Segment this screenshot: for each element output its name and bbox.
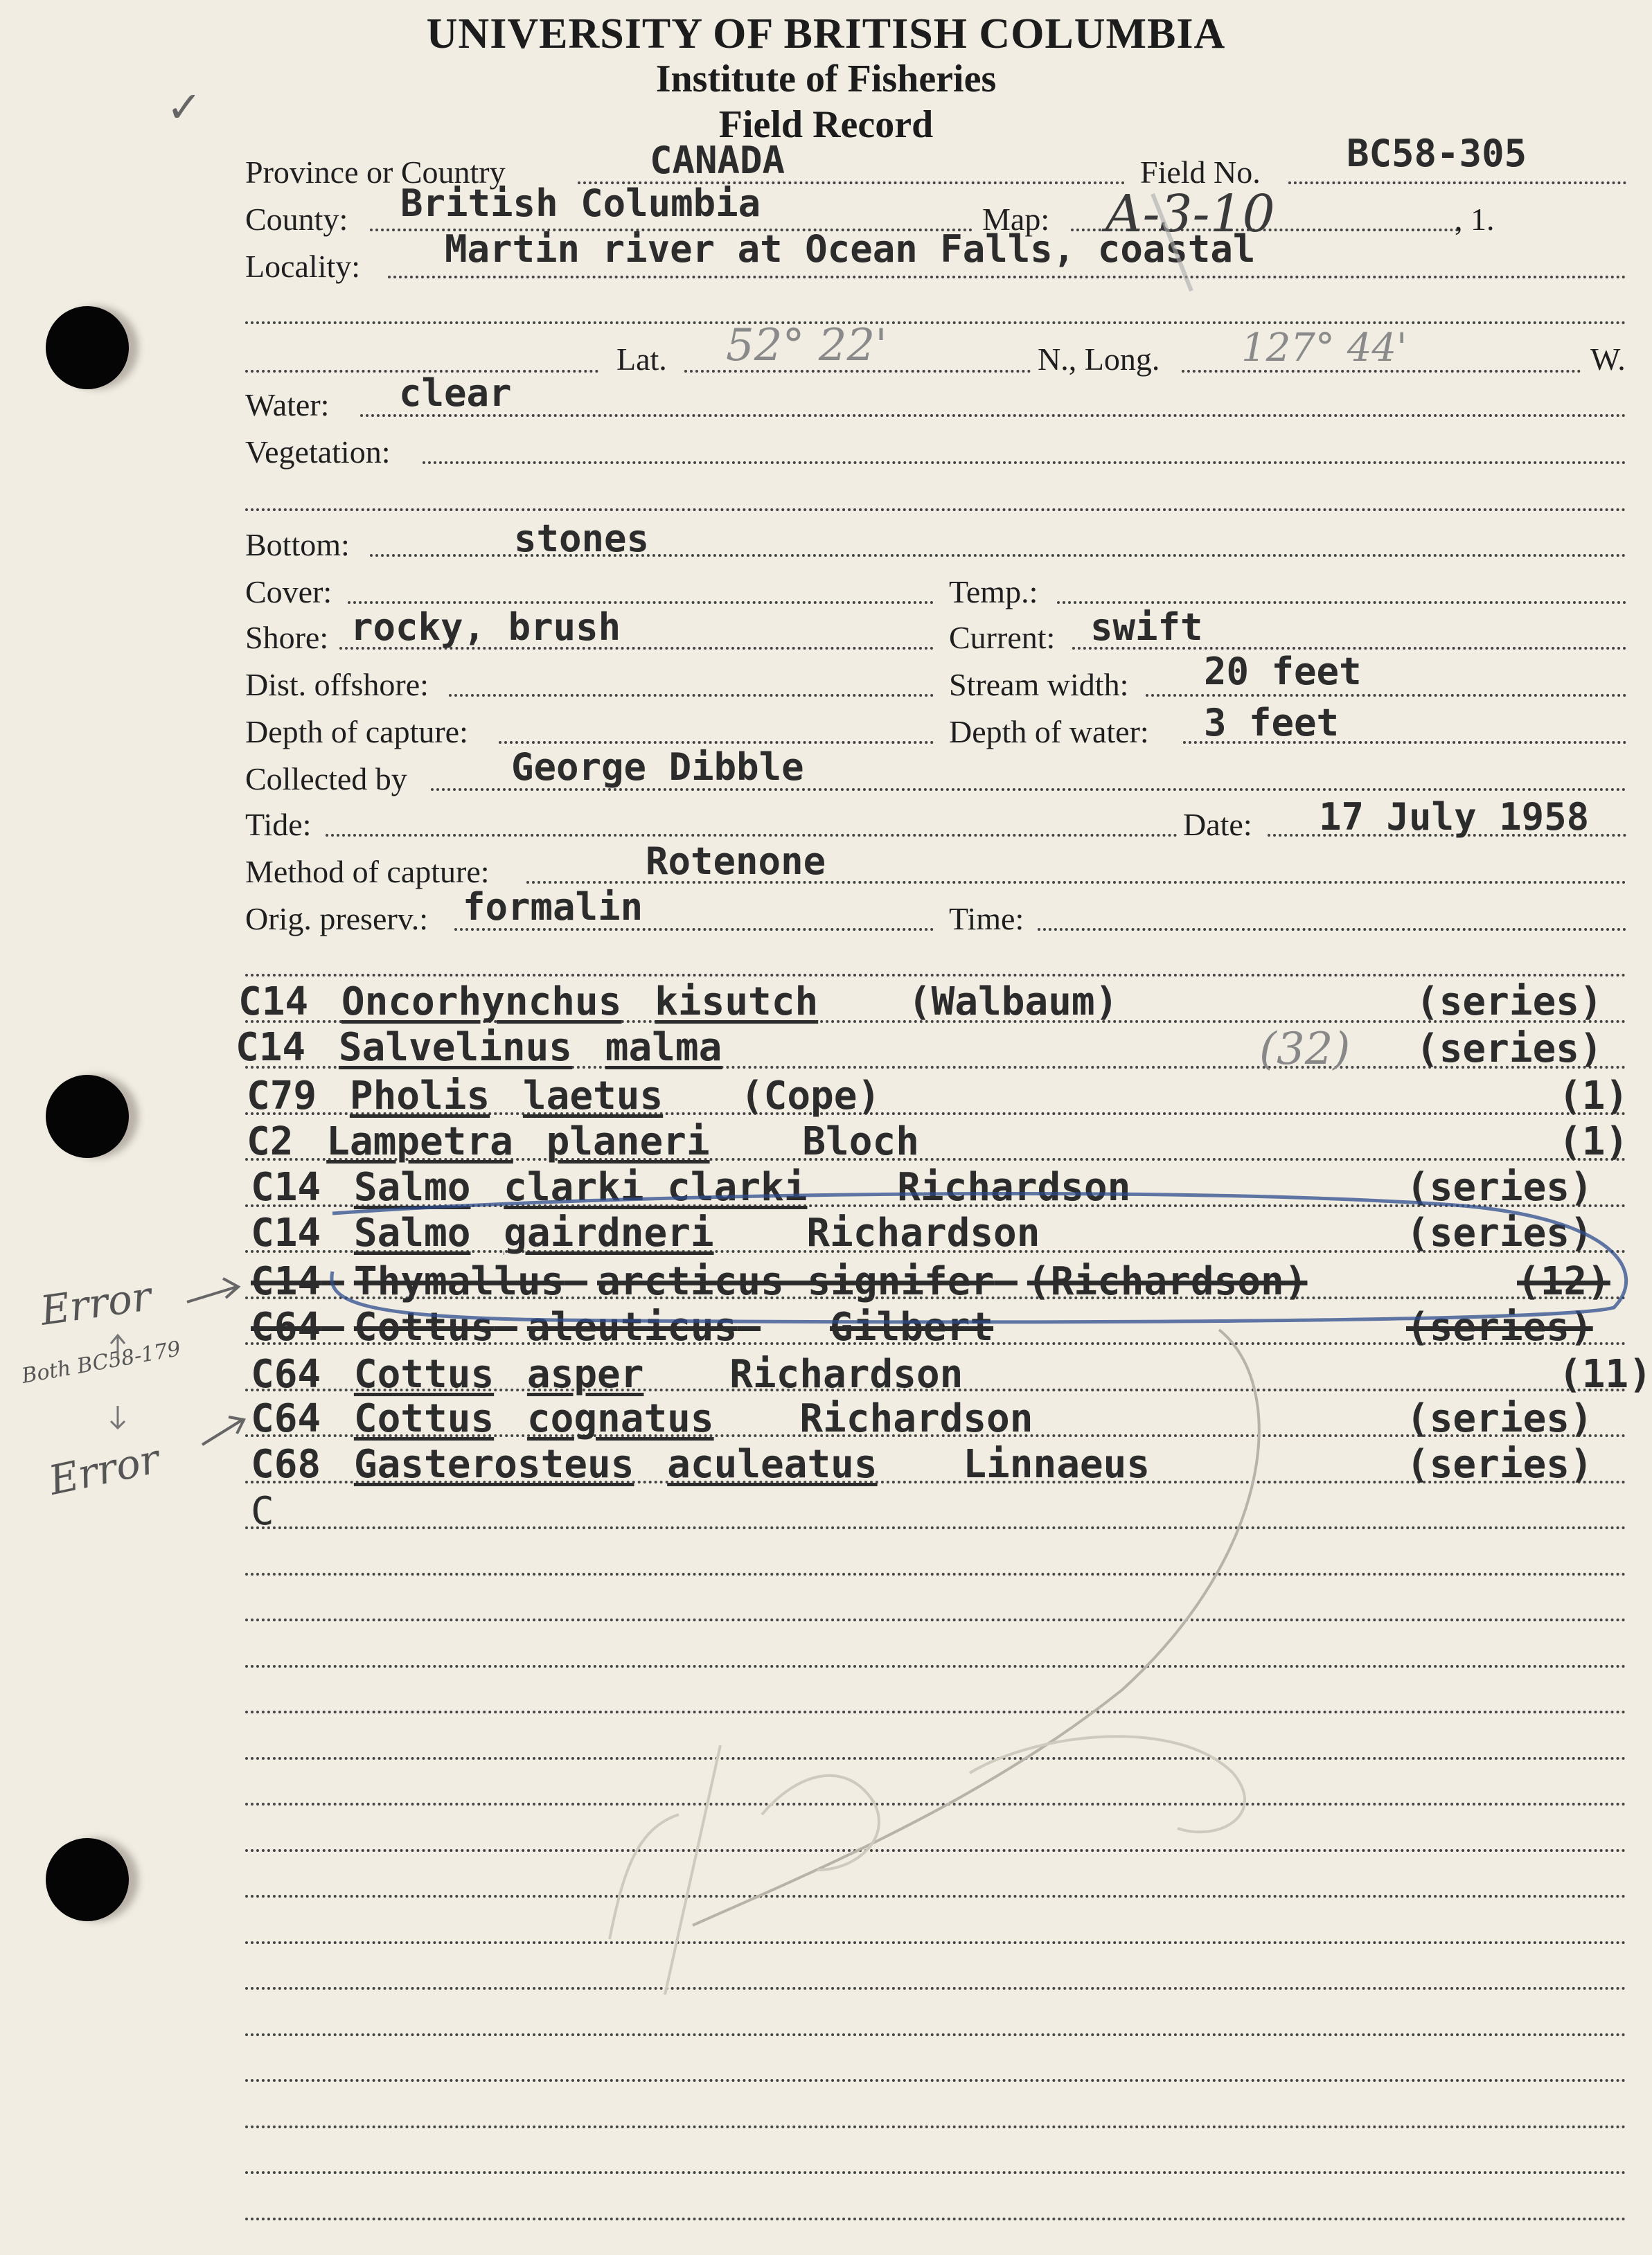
species-count: (series) [1416, 1026, 1603, 1071]
species-code: C14 [236, 1025, 306, 1070]
collected-by-value: George Dibble [511, 745, 804, 789]
species-genus: Cottus [353, 1396, 495, 1441]
arrow-top [187, 1278, 238, 1302]
lat-label: Lat. [616, 341, 667, 377]
species-genus: Thymallus [353, 1259, 565, 1304]
species-genus: Cottus [353, 1305, 495, 1350]
species-code: C14 [251, 1259, 321, 1304]
depth-water-value: 3 feet [1204, 701, 1340, 745]
error-note-bottom: Error [44, 1435, 163, 1504]
species-genus: Lampetra [326, 1119, 513, 1164]
species-author: Linnaeus [963, 1442, 1151, 1487]
temp-label: Temp.: [949, 574, 1038, 609]
date-label: Date: [1183, 807, 1252, 842]
species-author: Richardson [729, 1352, 963, 1397]
species-count: (1) [1558, 1119, 1629, 1164]
species-author: (Walbaum) [907, 979, 1119, 1024]
tide-label: Tide: [245, 807, 312, 842]
dist-offshore-label: Dist. offshore: [245, 667, 429, 702]
arrow-bottom [202, 1417, 244, 1445]
map-label: Map: [982, 202, 1050, 237]
species-author: Bloch [802, 1119, 919, 1164]
check-mark: ✓ [166, 82, 202, 132]
shore-value: rocky, brush [350, 605, 621, 649]
current-value: swift [1090, 605, 1203, 649]
species-genus: Cottus [353, 1352, 495, 1397]
species-code: C14 [238, 979, 309, 1024]
cover-label: Cover: [245, 574, 332, 609]
university-title: UNIVERSITY OF BRITISH COLUMBIA [426, 10, 1226, 57]
species-count: (1) [1558, 1073, 1629, 1118]
species-epithet: asper [526, 1352, 644, 1397]
species-code: C14 [251, 1165, 321, 1210]
lat-value: 52° 22' [726, 320, 887, 371]
locality-label: Locality: [245, 249, 361, 284]
species-code: C64 [251, 1352, 321, 1397]
species-epithet: laetus [522, 1073, 664, 1118]
vegetation-label: Vegetation: [245, 434, 391, 470]
collected-by-label: Collected by [245, 761, 407, 796]
species-epithet: kisutch [655, 979, 819, 1024]
species-count: (series) [1406, 1165, 1593, 1210]
bottom-label: Bottom: [245, 527, 350, 562]
depth-capture-label: Depth of capture: [245, 714, 468, 749]
province-value: CANADA [650, 139, 785, 182]
date-value: 17 July 1958 [1319, 795, 1590, 839]
species-code: C68 [251, 1442, 321, 1487]
water-value: clear [399, 371, 512, 415]
arrow-mid [111, 1335, 125, 1428]
long-label: N., Long. [1038, 341, 1160, 377]
species-code: C64 [251, 1396, 321, 1441]
species-genus: Pholis [349, 1073, 490, 1118]
species-genus: Salmo [353, 1165, 471, 1210]
current-label: Current: [949, 620, 1056, 655]
species-genus: Oncorhynchus [341, 979, 622, 1024]
next-code: C [251, 1489, 274, 1534]
species-author: Richardson [799, 1396, 1033, 1441]
method-value: Rotenone [646, 839, 826, 883]
blue-circle [332, 1193, 1626, 1321]
county-label: County: [245, 202, 348, 237]
species-author: (Richardson) [1027, 1259, 1308, 1304]
preserv-value: formalin [463, 885, 643, 929]
species-epithet: cognatus [526, 1396, 714, 1441]
species-author: Richardson [897, 1165, 1131, 1210]
stream-width-label: Stream width: [949, 667, 1129, 702]
bottom-value: stones [514, 517, 650, 560]
preserv-label: Orig. preserv.: [245, 901, 428, 936]
faint-scribble [610, 1736, 1245, 1995]
species-count: (12) [1517, 1259, 1610, 1304]
species-code: C2 [247, 1119, 294, 1164]
province-label: Province or Country [245, 154, 506, 190]
species-epithet: planeri [546, 1119, 710, 1164]
method-label: Method of capture: [245, 854, 490, 889]
time-label: Time: [949, 901, 1024, 936]
species-epithet: aculeatus [667, 1442, 878, 1487]
species-genus: Salvelinus [338, 1025, 573, 1070]
locality-value: Martin river at Ocean Falls, coastal [445, 227, 1256, 271]
both-note: Both BC58-179 [19, 1337, 183, 1389]
map-suffix: , 1. [1455, 202, 1495, 237]
shore-label: Shore: [245, 620, 329, 655]
species-genus: Gasterosteus [353, 1442, 634, 1487]
long-value: 127° 44' [1241, 326, 1407, 371]
species-epithet: clarki clarki [504, 1165, 808, 1210]
pencil-curve [693, 1330, 1259, 1925]
species-epithet: arcticus signifer [597, 1259, 995, 1304]
species-epithet: aleuticus [526, 1305, 738, 1350]
species-note: (32) [1259, 1024, 1351, 1075]
species-author: (Cope) [740, 1073, 881, 1118]
species-author: Richardson [806, 1211, 1040, 1256]
species-epithet: malma [605, 1025, 722, 1070]
depth-water-label: Depth of water: [949, 714, 1149, 749]
species-count: (series) [1406, 1211, 1593, 1256]
w-label: W. [1590, 341, 1626, 377]
institute-title: Institute of Fisheries [655, 57, 997, 100]
county-value: British Columbia [400, 181, 761, 225]
species-count: (series) [1406, 1396, 1593, 1441]
species-code: C79 [247, 1073, 317, 1118]
species-genus: Salmo [353, 1211, 471, 1256]
species-count: (series) [1406, 1442, 1593, 1487]
species-epithet: gairdneri [504, 1211, 714, 1256]
species-code: C14 [251, 1211, 321, 1256]
field-no-value: BC58-305 [1347, 132, 1527, 175]
species-count: (11) [1558, 1352, 1652, 1397]
water-label: Water: [245, 387, 330, 422]
species-count: (series) [1416, 979, 1603, 1024]
field-no-label: Field No. [1140, 154, 1261, 190]
stream-width-value: 20 feet [1204, 650, 1362, 693]
map-mark [1153, 194, 1191, 291]
species-author: Gilbert [830, 1305, 994, 1350]
species-code: C64 [251, 1305, 321, 1350]
species-count: (series) [1406, 1305, 1593, 1350]
error-note-top: Error [37, 1272, 154, 1335]
form-title: Field Record [718, 103, 934, 146]
map-value: A-3-10 [1105, 184, 1275, 244]
